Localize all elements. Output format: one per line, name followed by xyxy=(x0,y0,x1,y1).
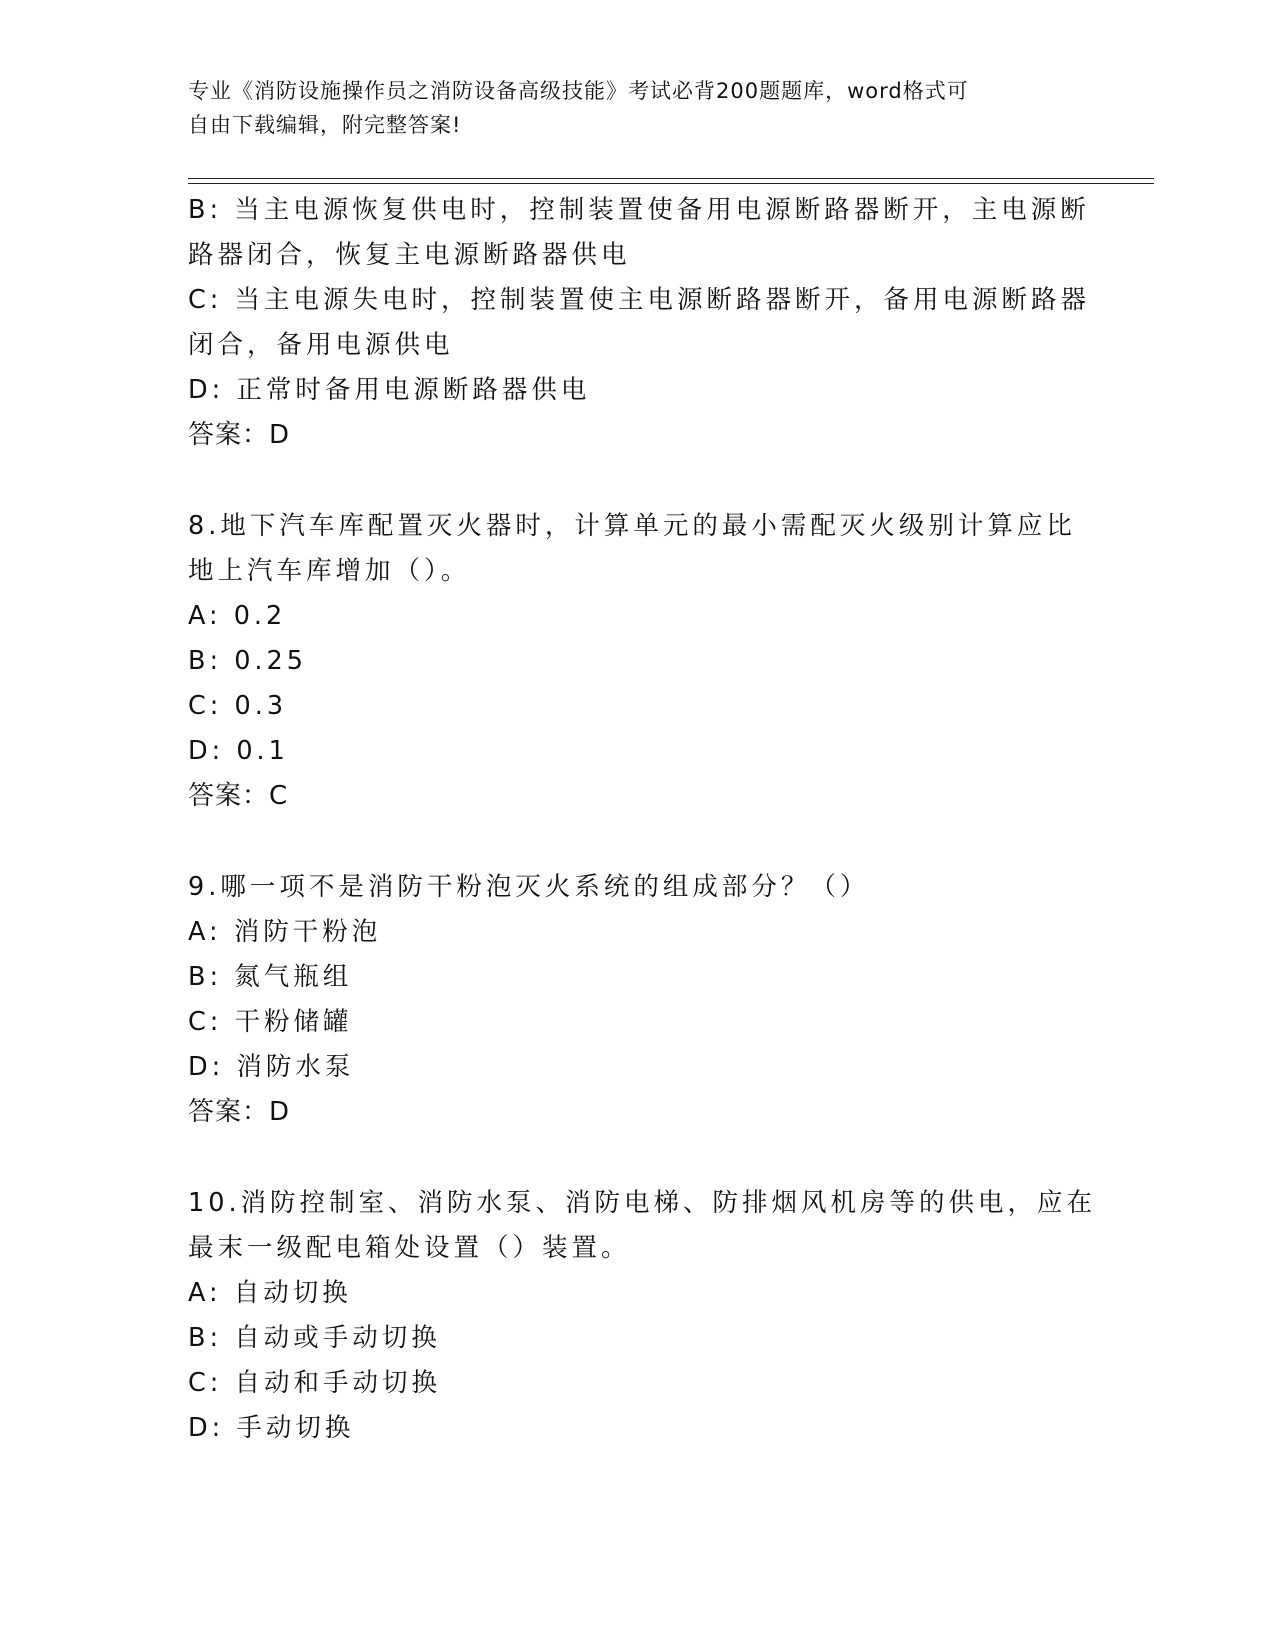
question-stem-line: 8.地下汽车库配置灭火器时，计算单元的最小需配灭火级别计算应比 xyxy=(188,511,1076,541)
question-9 xyxy=(188,865,1088,1135)
question-10 xyxy=(188,1181,1097,1451)
option-line: 路器闭合，恢复主电源断路器供电 xyxy=(188,240,631,270)
question-8 xyxy=(188,504,1088,819)
header-line-1: 专业《消防设施操作员之消防设备高级技能》考试必背200题题库，word格式可 xyxy=(188,79,969,103)
question-stem-line: 9.哪一项不是消防干粉泡灭火系统的组成部分？（） xyxy=(188,872,870,902)
option-line: D: 正常时备用电源断路器供电 xyxy=(188,375,591,405)
question-stem-line: 地上汽车库增加（）。 xyxy=(188,556,471,586)
option-b: B: 自动或手动切换 xyxy=(188,1323,441,1353)
option-b: B: 0.25 xyxy=(188,646,307,676)
question-stem-line: 10.消防控制室、消防水泵、消防电梯、防排烟风机房等的供电，应在 xyxy=(188,1188,1097,1218)
option-a: A: 消防干粉泡 xyxy=(188,917,382,947)
answer-line: 答案：D xyxy=(188,1097,291,1127)
question-list xyxy=(188,188,1097,1451)
option-c: C: 0.3 xyxy=(188,691,288,721)
header-line-2: 自由下载编辑，附完整答案! xyxy=(188,113,462,137)
option-c: C: 干粉储罐 xyxy=(188,1007,353,1037)
option-line: B: 当主电源恢复供电时，控制装置使备用电源断路器断开，主电源断 xyxy=(188,195,1090,225)
option-d: D: 0.1 xyxy=(188,736,289,766)
question-stem-line: 最末一级配电箱处设置（）装置。 xyxy=(188,1233,631,1263)
header-rule-top xyxy=(188,178,1154,179)
option-line: 闭合，备用电源供电 xyxy=(188,330,454,360)
option-a: A: 自动切换 xyxy=(188,1278,352,1308)
answer-line: 答案：C xyxy=(188,781,289,811)
option-a: A: 0.2 xyxy=(188,601,287,631)
option-c: C: 自动和手动切换 xyxy=(188,1368,442,1398)
option-b: B: 氮气瓶组 xyxy=(188,962,353,992)
option-line: C: 当主电源失电时，控制装置使主电源断路器断开，备用电源断路器 xyxy=(188,285,1091,315)
option-d: D: 消防水泵 xyxy=(188,1052,355,1082)
header-rule-bottom xyxy=(188,183,1154,184)
document-header xyxy=(188,74,1068,142)
option-d: D: 手动切换 xyxy=(188,1413,355,1443)
question-7-continued xyxy=(188,188,1091,458)
answer-line: 答案：D xyxy=(188,420,291,450)
